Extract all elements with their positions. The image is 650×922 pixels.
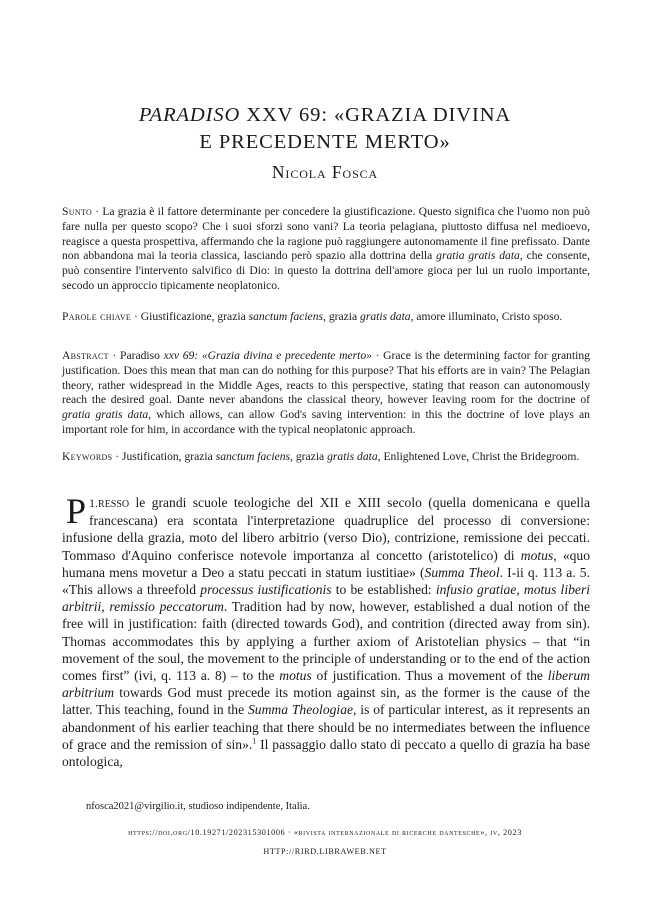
footnote-reference[interactable]: 1	[252, 736, 257, 746]
body-run-9: towards God must precede its motion against sin, as the former is the cause of the latter. This teaching, found in the	[62, 685, 590, 718]
journal-url[interactable]: HTTP://RIRD.LIBRAWEB.NET	[263, 847, 387, 856]
body-italic-9: Summa Theologiae	[247, 702, 354, 718]
keywords-italic-2: gratis data	[327, 450, 378, 463]
drop-cap: P	[66, 491, 87, 531]
body-run-7: . Tradition had by now, however, established a dual notion of the free will in justification: faith (directed towards God), and contrition (directed away from sin). Thomas accommodates this by applying a further axiom of Aristotelian physics – that “in movement of the soul, the movement to the principle of understanding or to the end of the action comes first” (ivi, q. 113 a. 8) – to the	[62, 599, 590, 684]
body-italic-7: motus	[279, 668, 312, 684]
body-run-10: , is of particular interest, as it represents an abandonment of his earlier teaching that there should be no intermediates between the influence of grace and the remission of sin».	[62, 702, 590, 752]
sunto-italic: gratia gratis data	[436, 249, 520, 263]
body-italic-3: processus iustificationis	[200, 582, 332, 598]
title-line-1	[60, 102, 590, 129]
title-line-2: E PRECEDENTE MERTO»	[199, 131, 451, 153]
article-title	[60, 102, 590, 156]
abstract-text-3: , which allows, can allow God's saving intervention: in this the doctrine of love plays an important role for him, in accordance with the typical neoplatonic approach.	[62, 408, 590, 436]
doi-line[interactable]: https://doi.org/10.19271/202315301006 · «rivista internazionale di ricerche dantesche», iv, 2023	[128, 828, 522, 837]
keywords-text: Justification, grazia	[122, 450, 216, 463]
body-run-5: ,	[516, 582, 524, 598]
body-italic-5: motus liberi arbitrii	[62, 582, 591, 615]
body-run-11: Il passaggio dallo stato di peccato a quello di grazia ha base ontologica,	[62, 736, 590, 770]
keywords-separator: ·	[112, 450, 122, 463]
abstract-italic-2: gratia gratis data	[62, 408, 149, 422]
parole-italic-1: sanctum faciens	[248, 310, 324, 323]
title-italic: PARADISO	[138, 104, 241, 126]
body-italic-6: remissio peccatorum	[109, 599, 224, 615]
body-run-8: of justification. Thus a movement of the	[311, 668, 548, 684]
first-word: resso	[98, 495, 130, 510]
sunto-paragraph	[62, 205, 590, 294]
keywords-italic-1: sanctum faciens	[215, 450, 291, 463]
body-italic-2: Summa Theol	[424, 564, 500, 580]
abstract-text-2: · Grace is the determining factor for granting justification. Does this mean that man can do nothing for this purpose? That his efforts are in vain? The Pelagian theory, rather widespread in the Middle Ages, reacts to this perspective, stating that reason can autonomously reach the desired goal. Dante never abandons the classical theory, however leaving room for the doctrine of	[62, 349, 590, 407]
abstract-separator: ·	[108, 349, 120, 362]
keywords-label: Keywords	[62, 450, 113, 463]
abstract-italic-1: xxv 69: «Grazia divina e precedente merto»	[163, 349, 372, 362]
body-italic-4: infusio gratiae	[435, 582, 517, 598]
sunto-label: Sunto	[62, 205, 93, 218]
body-run-1: le grandi scuole teologiche del XII e XIII secolo (quella domenicana e quella francescana) era scontata l'interpretazione quadruplice del processo di conversione: infusione della grazia, moto del libero arbitrio (verso Dio), contrizione, remissione dei peccati. Tommaso d'Aquino conferisce notevole importanza al concetto (aristotelico) di	[62, 495, 590, 563]
sunto-text: La grazia è il fattore determinante per concedere la giustificazione. Questo significa che l'uomo non può fare nulla per questo scopo? Che i suoi sforzi sono vani? La teoria pelagiana, piuttosto diffusa nel medioevo, reagisce a questa prospettiva, affermando che la ragione può raggiungere autonomamente il fine prefissato. Dante non abbandona mai la teoria classica, lasciando però spazio alla dottrina della	[62, 205, 590, 263]
parole-text-2: , grazia	[323, 310, 361, 323]
parole-chiave-paragraph	[62, 310, 590, 325]
parole-text-3: , amore illuminato, Cristo sposo.	[410, 310, 563, 323]
body-run-4: to be established:	[331, 582, 436, 598]
abstract-label: Abstract	[62, 349, 109, 362]
keywords-text-3: , Enlightened Love, Christ the Bridegroom.	[377, 450, 580, 463]
author-name: Nicola Fosca	[271, 162, 379, 182]
body-italic-1: motus	[520, 547, 554, 563]
footnote: nfosca2021@virgilio.it, studioso indipendente, Italia.	[86, 801, 310, 812]
parole-text: Giustificazione, grazia	[140, 310, 249, 323]
sunto-text-end: , che consente, può consentire l'intervento salvifico di Dio: in questo la dottrina dell'amore gioca per lui un ruolo importante, secodo un approccio tipicamente neoplatonico.	[62, 249, 590, 292]
keywords-paragraph	[62, 450, 590, 465]
body-text	[62, 491, 591, 770]
section-number: 1.	[89, 496, 99, 510]
body-run-2: , «quo humana mens movetur a Deo a statu peccati in statum iustitiae» (	[62, 547, 590, 580]
sunto-separator: ·	[92, 205, 103, 218]
parole-chiave-label: Parole chiave	[62, 310, 132, 323]
parole-separator: ·	[131, 310, 141, 323]
keywords-text-2: , grazia	[290, 450, 328, 463]
body-italic-8: liberum arbitrium	[62, 668, 590, 701]
parole-italic-2: gratis data	[360, 310, 411, 323]
abstract-text: Paradiso	[120, 349, 164, 362]
body-run-3: . I-ii q. 113 a. 5. «This allows a threefold	[62, 564, 591, 598]
title-line-1-rest: XXV 69: «GRAZIA DIVINA	[240, 104, 512, 126]
abstract-paragraph	[62, 349, 590, 438]
body-run-6: ,	[101, 599, 110, 615]
